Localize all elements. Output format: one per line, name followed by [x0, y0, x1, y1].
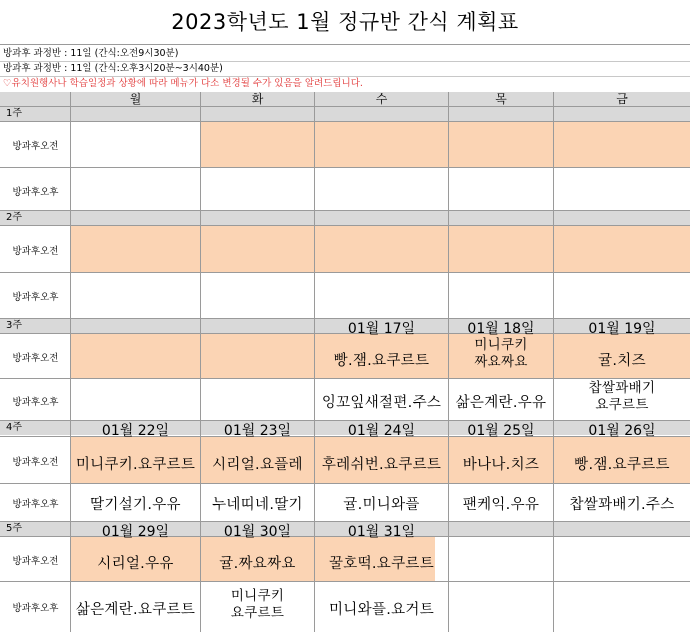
menu-w4-pm-wed: 귤.미니와플 — [343, 497, 420, 513]
menu-w5-pm-mon: 삶은계란.요쿠르트 — [75, 602, 196, 618]
menu-w5-am-wed: 꿀호떡.요쿠르트 — [328, 556, 435, 572]
slot-label-pm: 방과후오후 — [12, 397, 59, 408]
day-header-tue: 화 — [251, 92, 264, 106]
menu-w5-am-tue: 귤.짜요짜요 — [219, 556, 296, 572]
menu-w4-pm-fri: 찹쌀꽈배기.주스 — [569, 497, 675, 513]
menu-w4-am-tue: 시리얼.요플레 — [212, 457, 303, 473]
menu-w5-pm-tue: 미니쿠키 요쿠르트 — [230, 588, 285, 621]
date-w4-wed: 01월 24일 — [347, 423, 416, 439]
slot-label-am: 방과후오전 — [12, 353, 59, 364]
menu-w4-am-fri: 빵.잼.요쿠르트 — [574, 457, 670, 473]
slot-label-am: 방과후오전 — [12, 556, 59, 567]
date-w4-thu: 01월 25일 — [467, 423, 535, 439]
date-w3-wed: 01월 17일 — [347, 321, 416, 337]
day-header-thu: 목 — [495, 92, 507, 106]
week-label-1: 1주 — [6, 108, 23, 119]
menu-w5-pm-wed: 미니와플.요거트 — [328, 602, 435, 618]
menu-w4-pm-mon: 딸기설기.우유 — [90, 497, 181, 513]
date-w5-tue: 01월 30일 — [223, 524, 292, 540]
menu-w3-am-fri: 귤.치즈 — [598, 353, 646, 369]
date-w4-fri: 01월 26일 — [588, 423, 656, 439]
slot-label-pm: 방과후오후 — [12, 292, 59, 303]
slot-label-am: 방과후오전 — [12, 141, 59, 152]
day-header-wed: 수 — [375, 92, 388, 106]
slot-label-pm: 방과후오후 — [12, 603, 59, 614]
menu-w3-am-wed: 빵.잼.요쿠르트 — [333, 353, 430, 369]
notice-text: ♡유치원행사나 학습일정과 상황에 따라 메뉴가 다소 변경될 수가 있음을 알려드립니다. — [3, 78, 363, 89]
menu-w4-pm-thu: 팬케익.우유 — [462, 497, 540, 513]
menu-w4-am-thu: 바나나.치즈 — [462, 457, 540, 473]
schedule-note-pm: 방과후 과정반 : 11일 (간식:오후3시20분~3시40분) — [3, 63, 223, 74]
day-header-fri: 금 — [616, 92, 628, 106]
menu-w4-pm-tue: 누네띠네.딸기 — [212, 497, 303, 513]
snack-schedule-table — [0, 92, 690, 632]
page-title: 2023학년도 1월 정규반 간식 계획표 — [0, 0, 690, 45]
menu-w4-am-wed: 후레쉬번.요쿠르트 — [321, 457, 442, 473]
menu-w3-pm-thu: 삶은계란.우유 — [455, 395, 547, 411]
date-w3-fri: 01월 19일 — [588, 321, 656, 337]
week-label-3: 3주 — [6, 320, 23, 331]
slot-label-pm: 방과후오후 — [12, 187, 59, 198]
schedule-note-am: 방과후 과정반 : 11일 (간식:오전9시30분) — [3, 48, 179, 59]
date-w5-mon: 01월 29일 — [101, 524, 170, 540]
date-w3-thu: 01월 18일 — [467, 321, 535, 337]
menu-w5-am-mon: 시리얼.우유 — [97, 556, 174, 572]
slot-label-am: 방과후오전 — [12, 457, 59, 468]
week-label-5: 5주 — [6, 523, 23, 534]
week-row-1 — [0, 107, 690, 121]
day-header-mon: 월 — [129, 92, 142, 106]
date-w4-mon: 01월 22일 — [101, 423, 170, 439]
slot-label-pm: 방과후오후 — [12, 499, 59, 510]
week-label-4: 4주 — [6, 422, 23, 433]
menu-w3-am-thu: 미니쿠키 짜요짜요 — [474, 337, 528, 370]
menu-w3-pm-fri: 찹쌀꽈배기 요쿠르트 — [588, 380, 656, 413]
menu-w3-pm-wed: 잉꼬잎새절편.주스 — [321, 395, 442, 411]
week-label-2: 2주 — [6, 212, 23, 223]
week-row-2 — [0, 211, 690, 225]
menu-w4-am-mon: 미니쿠키.요쿠르트 — [75, 457, 196, 473]
date-w4-tue: 01월 23일 — [223, 423, 292, 439]
slot-label-am: 방과후오전 — [12, 246, 59, 257]
date-w5-wed: 01월 31일 — [347, 524, 416, 540]
